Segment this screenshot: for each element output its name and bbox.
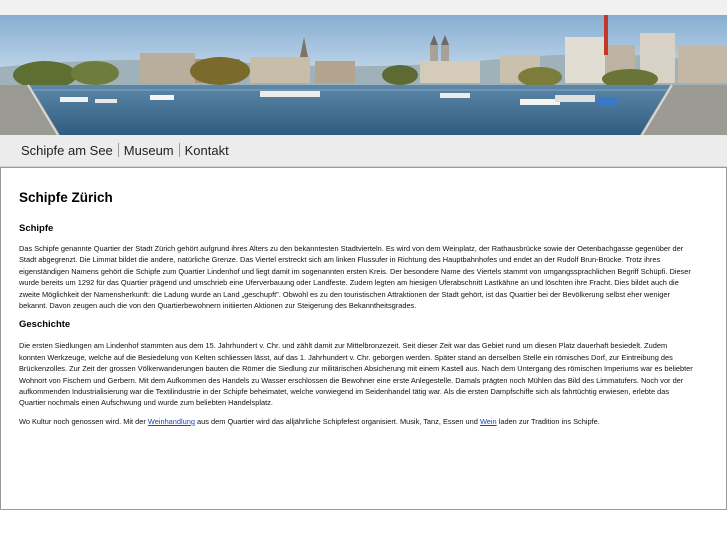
- closing-text-start: Wo Kultur noch genossen wird. Mit der: [19, 416, 148, 426]
- section-text-schipfe: Das Schipfe genannte Quartier der Stadt Zürich gehört aufgrund ihres Alters zu den bekanntesten Stadtvierteln. Es wird von dem Weinplatz, der Rathausbrücke sowie der Oetenbachgasse gegenüber der Stadt abgegrenzt. Die Limmat bildet die andere, natürliche Grenze. Das Viertel erstreckt sich am linken Flussufer in Richtung des Hauptbahnhofes und endet an der Rudolf Brun-Brücke. Trotz ihres eigenständigen Namens gehört die Schipfe zum Quartier Lindenhof und liegt damit im sogenannten ersten Kreis. Der besondere Name des Viertels stammt von umgangssprachlichen Begriff Schüpfi. Dieser wurde bereits um 1292 für das Quartier prägend und umschrieb eine Uferverbauung oder Landfeste. Zudem legten am hiesigen Uferabschnitt Lastkähne an und löschten ihre Fracht. Dies bildet auch die zweite Möglichkeit der Namensherkunft: die Ladung wurde an Land „geschupft". Obwohl es zu den touristischen Attraktionen der Stadt gehört, ist das Quartier bei der Bevölkerung selbst eher weniger bekannt. Davon zeugen auch die von den Quartierbewohnern initiierten Aktionen zur Steigerung des Bekanntheitsgrades.: [19, 244, 691, 311]
- main-navigation: [0, 135, 727, 167]
- section-heading-schipfe: Schipfe: [19, 223, 54, 234]
- nav-separator: [179, 143, 180, 157]
- nav-separator: [118, 143, 119, 157]
- section-heading-geschichte: Geschichte: [19, 319, 71, 331]
- closing-paragraph: [19, 416, 695, 427]
- nav-item-museum[interactable]: Museum: [123, 143, 174, 158]
- article: [19, 190, 695, 427]
- nav-item-kontakt[interactable]: Kontakt: [184, 143, 229, 158]
- closing-text-middle: aus dem Quartier wird das alljährliche Schipfefest organisiert. Musik, Tanz, Essen und: [194, 416, 480, 426]
- zurich-panorama-banner: [0, 15, 727, 135]
- link-weinhandlung[interactable]: Weinhandlung: [147, 416, 195, 426]
- top-strip: [0, 0, 727, 15]
- link-wein[interactable]: Wein: [479, 416, 497, 426]
- nav-item-schipfe-am-see[interactable]: Schipfe am See: [21, 143, 113, 158]
- page-title: Schipfe Zürich: [19, 190, 113, 205]
- content-box: [0, 167, 727, 510]
- closing-text-end: laden zur Tradition ins Schipfe.: [496, 416, 600, 426]
- nav-list: [21, 143, 229, 158]
- section-text-geschichte: Die ersten Siedlungen am Lindenhof stammten aus dem 15. Jahrhundert v. Chr. und zählt damit zur Mittelbronzezeit. Seit dieser Zeit war das Gebiet rund um diesen Platz dauerhaft besiedelt. Zudem konnten Werkzeuge, welche auf die Besiedelung von Kelten schliessen lässt, auf das 1. Jahrhundert v. Chr. geborgen werden. Später stand an derselben Stelle ein römisches Dorf, zur Eintreibung des Brückenzolles. Zur Zeit der grossen Völkerwanderungen bauten die Römer die Siedlung zur militärischen Absicherung mit einem Kastell aus. Nach dem Untergang des römischen Imperiums war es beliebter Wohnort von Fischern und Gerbern. Mit dem Aufkommen des Handels zu Wasser erschlossen die Bewohner eine erste Anlegestelle. Damals prägten noch Mühlen das Bild des Limmatufers. Noch vor der aufkommenden Industrialisierung war die Textilindustrie in der Schipfe beheimatet, welche vorwiegend im Seidenhandel tätig war. Als die ersten Dampfschiffe sich als fahrtüchtig erwiesen, erlebte das Quartier nochmals einen Aufschwung und wurde zum beliebten Handelsplatz.: [19, 341, 693, 408]
